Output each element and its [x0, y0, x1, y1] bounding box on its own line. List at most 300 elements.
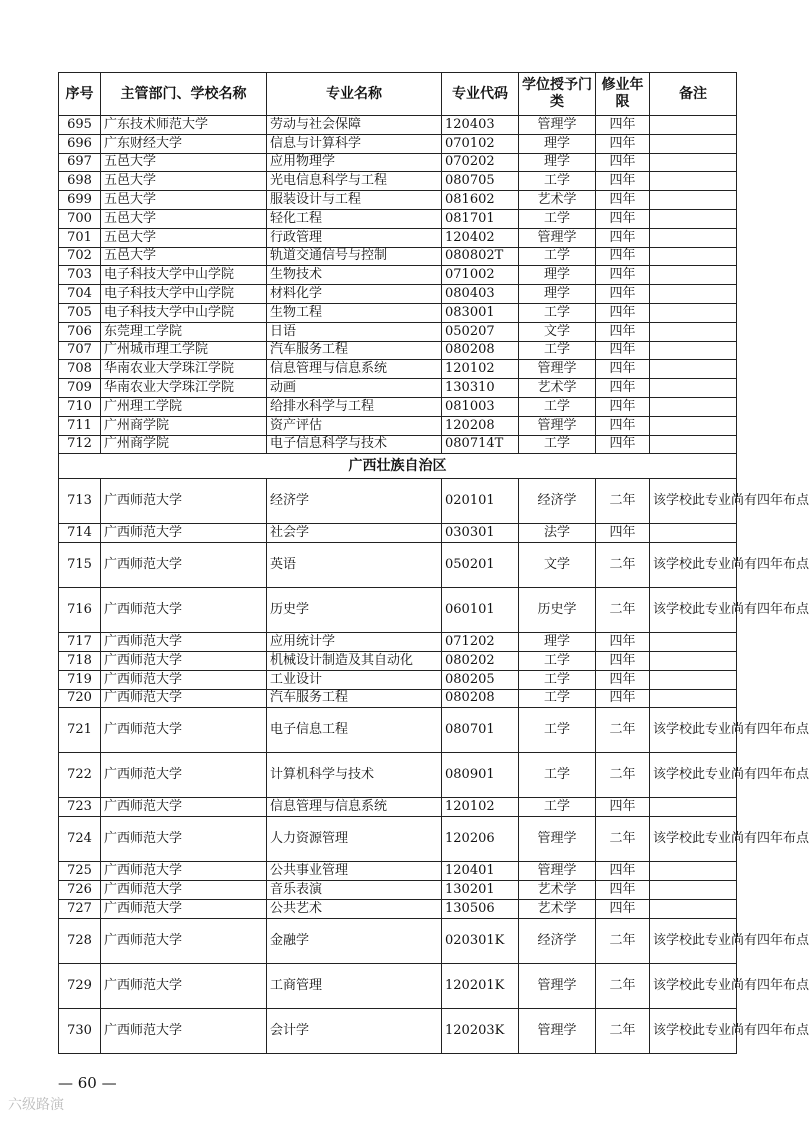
note-cell: 该学校此专业尚有四年布点 [650, 588, 737, 633]
years-cell: 四年 [596, 116, 650, 135]
code-cell: 081602 [442, 191, 519, 210]
school-cell: 广西师范大学 [101, 524, 267, 543]
code-cell: 120402 [442, 228, 519, 247]
years-cell: 二年 [596, 918, 650, 963]
code-cell: 080202 [442, 651, 519, 670]
index-cell: 706 [59, 322, 101, 341]
years-cell: 四年 [596, 798, 650, 817]
table-row [59, 524, 737, 543]
degree-cell: 工学 [519, 209, 596, 228]
code-cell: 081701 [442, 209, 519, 228]
table-row [59, 918, 737, 963]
header-cell-major: 专业名称 [267, 73, 442, 116]
degree-cell: 工学 [519, 651, 596, 670]
degree-cell: 文学 [519, 322, 596, 341]
index-cell: 707 [59, 341, 101, 360]
degree-cell: 工学 [519, 798, 596, 817]
school-cell: 广西师范大学 [101, 918, 267, 963]
years-cell: 四年 [596, 633, 650, 652]
table-row [59, 116, 737, 135]
school-cell: 广西师范大学 [101, 633, 267, 652]
index-cell: 728 [59, 918, 101, 963]
table-row [59, 899, 737, 918]
header-cell-code: 专业代码 [442, 73, 519, 116]
table-row [59, 322, 737, 341]
major-cell: 应用物理学 [267, 153, 442, 172]
code-cell: 083001 [442, 303, 519, 322]
header-cell-degree: 学位授予门类 [519, 73, 596, 116]
degree-cell: 文学 [519, 543, 596, 588]
table-row [59, 880, 737, 899]
note-cell: 该学校此专业尚有四年布点 [650, 963, 737, 1008]
school-cell: 广州商学院 [101, 416, 267, 435]
code-cell: 020101 [442, 479, 519, 524]
major-cell: 音乐表演 [267, 880, 442, 899]
code-cell: 120102 [442, 360, 519, 379]
major-cell: 行政管理 [267, 228, 442, 247]
header-cell-years: 修业年限 [596, 73, 650, 116]
years-cell: 四年 [596, 266, 650, 285]
note-cell [650, 266, 737, 285]
major-cell: 会计学 [267, 1008, 442, 1053]
major-cell: 轨道交通信号与控制 [267, 247, 442, 266]
school-cell: 广州理工学院 [101, 397, 267, 416]
degree-cell: 管理学 [519, 360, 596, 379]
years-cell: 四年 [596, 153, 650, 172]
code-cell: 120201K [442, 963, 519, 1008]
school-cell: 广西师范大学 [101, 588, 267, 633]
table-row [59, 416, 737, 435]
code-cell: 080208 [442, 689, 519, 708]
code-cell: 080901 [442, 753, 519, 798]
major-cell: 电子信息科学与技术 [267, 435, 442, 454]
table-row [59, 708, 737, 753]
years-cell: 四年 [596, 172, 650, 191]
note-cell [650, 689, 737, 708]
code-cell: 130310 [442, 379, 519, 398]
degree-cell: 工学 [519, 689, 596, 708]
years-cell: 四年 [596, 360, 650, 379]
major-cell: 公共艺术 [267, 899, 442, 918]
degree-cell: 管理学 [519, 116, 596, 135]
code-cell: 050201 [442, 543, 519, 588]
table-row [59, 341, 737, 360]
note-cell [650, 798, 737, 817]
note-cell [650, 191, 737, 210]
index-cell: 726 [59, 880, 101, 899]
note-cell [650, 379, 737, 398]
table-row [59, 172, 737, 191]
years-cell: 四年 [596, 228, 650, 247]
table-row [59, 670, 737, 689]
degree-cell: 经济学 [519, 918, 596, 963]
degree-cell: 理学 [519, 266, 596, 285]
page-number: — 60 — [58, 1074, 117, 1092]
major-cell: 生物工程 [267, 303, 442, 322]
note-cell [650, 899, 737, 918]
degree-cell: 工学 [519, 303, 596, 322]
code-cell: 030301 [442, 524, 519, 543]
school-cell: 广西师范大学 [101, 1008, 267, 1053]
table-row [59, 247, 737, 266]
note-cell [650, 435, 737, 454]
degree-cell: 历史学 [519, 588, 596, 633]
school-cell: 广东财经大学 [101, 134, 267, 153]
code-cell: 120206 [442, 817, 519, 862]
years-cell: 四年 [596, 379, 650, 398]
note-cell [650, 397, 737, 416]
years-cell: 四年 [596, 134, 650, 153]
years-cell: 四年 [596, 285, 650, 304]
years-cell: 二年 [596, 817, 650, 862]
table-row [59, 479, 737, 524]
watermark-logo: 六级路演 [8, 1097, 64, 1113]
years-cell: 四年 [596, 322, 650, 341]
years-cell: 四年 [596, 341, 650, 360]
major-cell: 应用统计学 [267, 633, 442, 652]
school-cell: 五邑大学 [101, 209, 267, 228]
note-cell: 该学校此专业尚有四年布点 [650, 918, 737, 963]
school-cell: 广西师范大学 [101, 479, 267, 524]
table-row [59, 153, 737, 172]
major-cell: 生物技术 [267, 266, 442, 285]
index-cell: 717 [59, 633, 101, 652]
degree-cell: 工学 [519, 670, 596, 689]
region-row [59, 454, 737, 479]
code-cell: 080208 [442, 341, 519, 360]
code-cell: 120401 [442, 862, 519, 881]
code-cell: 080701 [442, 708, 519, 753]
table-row [59, 435, 737, 454]
index-cell: 712 [59, 435, 101, 454]
table-row [59, 1008, 737, 1053]
code-cell: 081003 [442, 397, 519, 416]
index-cell: 724 [59, 817, 101, 862]
header-cell-note: 备注 [650, 73, 737, 116]
major-cell: 资产评估 [267, 416, 442, 435]
note-cell: 该学校此专业尚有四年布点 [650, 1008, 737, 1053]
school-cell: 广西师范大学 [101, 708, 267, 753]
school-cell: 广西师范大学 [101, 670, 267, 689]
school-cell: 电子科技大学中山学院 [101, 303, 267, 322]
degree-cell: 理学 [519, 134, 596, 153]
school-cell: 广西师范大学 [101, 798, 267, 817]
index-cell: 720 [59, 689, 101, 708]
school-cell: 广西师范大学 [101, 689, 267, 708]
index-cell: 727 [59, 899, 101, 918]
index-cell: 719 [59, 670, 101, 689]
index-cell: 710 [59, 397, 101, 416]
code-cell: 020301K [442, 918, 519, 963]
table-row [59, 134, 737, 153]
major-cell: 光电信息科学与工程 [267, 172, 442, 191]
note-cell [650, 209, 737, 228]
years-cell: 四年 [596, 524, 650, 543]
header-cell-index: 序号 [59, 73, 101, 116]
major-cell: 信息与计算科学 [267, 134, 442, 153]
note-cell [650, 360, 737, 379]
index-cell: 700 [59, 209, 101, 228]
school-cell: 五邑大学 [101, 247, 267, 266]
table-row [59, 753, 737, 798]
table-row [59, 379, 737, 398]
code-cell: 120208 [442, 416, 519, 435]
years-cell: 二年 [596, 963, 650, 1008]
degree-cell: 工学 [519, 708, 596, 753]
note-cell [650, 134, 737, 153]
degree-cell: 工学 [519, 172, 596, 191]
code-cell: 060101 [442, 588, 519, 633]
index-cell: 716 [59, 588, 101, 633]
school-cell: 广州城市理工学院 [101, 341, 267, 360]
years-cell: 二年 [596, 588, 650, 633]
table-row [59, 209, 737, 228]
code-cell: 080205 [442, 670, 519, 689]
major-cell: 社会学 [267, 524, 442, 543]
degree-cell: 法学 [519, 524, 596, 543]
note-cell [650, 285, 737, 304]
major-cell: 计算机科学与技术 [267, 753, 442, 798]
note-cell [650, 116, 737, 135]
index-cell: 695 [59, 116, 101, 135]
major-cell: 工商管理 [267, 963, 442, 1008]
region-section [59, 454, 737, 479]
index-cell: 723 [59, 798, 101, 817]
major-cell: 机械设计制造及其自动化 [267, 651, 442, 670]
degree-cell: 艺术学 [519, 899, 596, 918]
years-cell: 四年 [596, 209, 650, 228]
index-cell: 702 [59, 247, 101, 266]
degree-cell: 管理学 [519, 1008, 596, 1053]
index-cell: 718 [59, 651, 101, 670]
major-cell: 给排水科学与工程 [267, 397, 442, 416]
major-cell: 信息管理与信息系统 [267, 360, 442, 379]
table-row [59, 817, 737, 862]
code-cell: 050207 [442, 322, 519, 341]
index-cell: 705 [59, 303, 101, 322]
school-cell: 广州商学院 [101, 435, 267, 454]
major-cell: 日语 [267, 322, 442, 341]
code-cell: 120102 [442, 798, 519, 817]
index-cell: 704 [59, 285, 101, 304]
table-row [59, 360, 737, 379]
degree-cell: 管理学 [519, 817, 596, 862]
school-cell: 华南农业大学珠江学院 [101, 379, 267, 398]
note-cell [650, 322, 737, 341]
index-cell: 725 [59, 862, 101, 881]
table-row [59, 862, 737, 881]
header-row [59, 73, 737, 116]
years-cell: 四年 [596, 651, 650, 670]
major-cell: 历史学 [267, 588, 442, 633]
major-cell: 工业设计 [267, 670, 442, 689]
years-cell: 四年 [596, 880, 650, 899]
note-cell [650, 247, 737, 266]
degree-cell: 艺术学 [519, 379, 596, 398]
code-cell: 130506 [442, 899, 519, 918]
note-cell [650, 416, 737, 435]
note-cell: 该学校此专业尚有四年布点 [650, 708, 737, 753]
major-cell: 动画 [267, 379, 442, 398]
table-row [59, 397, 737, 416]
table-row [59, 633, 737, 652]
degree-cell: 艺术学 [519, 880, 596, 899]
index-cell: 699 [59, 191, 101, 210]
school-cell: 广西师范大学 [101, 753, 267, 798]
code-cell: 120203K [442, 1008, 519, 1053]
degree-cell: 工学 [519, 397, 596, 416]
index-cell: 698 [59, 172, 101, 191]
degree-cell: 经济学 [519, 479, 596, 524]
major-cell: 轻化工程 [267, 209, 442, 228]
years-cell: 二年 [596, 479, 650, 524]
school-cell: 电子科技大学中山学院 [101, 266, 267, 285]
years-cell: 二年 [596, 708, 650, 753]
note-cell [650, 228, 737, 247]
note-cell: 该学校此专业尚有四年布点 [650, 817, 737, 862]
note-cell [650, 524, 737, 543]
code-cell: 080403 [442, 285, 519, 304]
years-cell: 四年 [596, 435, 650, 454]
index-cell: 708 [59, 360, 101, 379]
school-cell: 广西师范大学 [101, 651, 267, 670]
table-row [59, 285, 737, 304]
school-cell: 广西师范大学 [101, 817, 267, 862]
note-cell [650, 303, 737, 322]
table-row [59, 303, 737, 322]
major-cell: 汽车服务工程 [267, 341, 442, 360]
index-cell: 713 [59, 479, 101, 524]
code-cell: 070102 [442, 134, 519, 153]
years-cell: 二年 [596, 1008, 650, 1053]
major-cell: 服装设计与工程 [267, 191, 442, 210]
years-cell: 四年 [596, 689, 650, 708]
table-row [59, 191, 737, 210]
major-cell: 材料化学 [267, 285, 442, 304]
school-cell: 广西师范大学 [101, 963, 267, 1008]
degree-cell: 管理学 [519, 228, 596, 247]
school-cell: 五邑大学 [101, 153, 267, 172]
index-cell: 696 [59, 134, 101, 153]
years-cell: 四年 [596, 862, 650, 881]
degree-cell: 管理学 [519, 416, 596, 435]
major-cell: 经济学 [267, 479, 442, 524]
index-cell: 729 [59, 963, 101, 1008]
years-cell: 二年 [596, 753, 650, 798]
degree-cell: 管理学 [519, 862, 596, 881]
code-cell: 071202 [442, 633, 519, 652]
years-cell: 四年 [596, 247, 650, 266]
table-row [59, 543, 737, 588]
years-cell: 四年 [596, 899, 650, 918]
years-cell: 二年 [596, 543, 650, 588]
code-cell: 080802T [442, 247, 519, 266]
table-row [59, 963, 737, 1008]
table-body-guangxi [59, 479, 809, 1053]
school-cell: 广西师范大学 [101, 862, 267, 881]
index-cell: 722 [59, 753, 101, 798]
degree-cell: 理学 [519, 153, 596, 172]
years-cell: 四年 [596, 670, 650, 689]
table-row [59, 689, 737, 708]
table-body-guangdong [59, 116, 737, 454]
years-cell: 四年 [596, 397, 650, 416]
years-cell: 四年 [596, 416, 650, 435]
major-cell: 汽车服务工程 [267, 689, 442, 708]
code-cell: 130201 [442, 880, 519, 899]
note-cell: 该学校此专业尚有四年布点 [650, 479, 737, 524]
major-cell: 金融学 [267, 918, 442, 963]
note-cell [650, 880, 737, 899]
major-cell: 人力资源管理 [267, 817, 442, 862]
code-cell: 080705 [442, 172, 519, 191]
major-table [58, 72, 809, 1054]
degree-cell: 工学 [519, 435, 596, 454]
code-cell: 070202 [442, 153, 519, 172]
degree-cell: 工学 [519, 341, 596, 360]
degree-cell: 管理学 [519, 963, 596, 1008]
major-cell: 信息管理与信息系统 [267, 798, 442, 817]
school-cell: 五邑大学 [101, 191, 267, 210]
degree-cell: 理学 [519, 285, 596, 304]
years-cell: 四年 [596, 191, 650, 210]
major-cell: 电子信息工程 [267, 708, 442, 753]
table-row [59, 266, 737, 285]
note-cell [650, 153, 737, 172]
years-cell: 四年 [596, 303, 650, 322]
index-cell: 715 [59, 543, 101, 588]
school-cell: 华南农业大学珠江学院 [101, 360, 267, 379]
school-cell: 五邑大学 [101, 228, 267, 247]
table-row [59, 798, 737, 817]
index-cell: 721 [59, 708, 101, 753]
index-cell: 709 [59, 379, 101, 398]
index-cell: 714 [59, 524, 101, 543]
code-cell: 080714T [442, 435, 519, 454]
school-cell: 电子科技大学中山学院 [101, 285, 267, 304]
header-cell-school: 主管部门、学校名称 [101, 73, 267, 116]
table-row [59, 651, 737, 670]
school-cell: 东莞理工学院 [101, 322, 267, 341]
school-cell: 广西师范大学 [101, 543, 267, 588]
code-cell: 120403 [442, 116, 519, 135]
note-cell [650, 651, 737, 670]
major-cell: 劳动与社会保障 [267, 116, 442, 135]
note-cell [650, 670, 737, 689]
table-row [59, 588, 737, 633]
region-title: 广西壮族自治区 [59, 454, 737, 479]
note-cell [650, 633, 737, 652]
degree-cell: 工学 [519, 753, 596, 798]
degree-cell: 理学 [519, 633, 596, 652]
school-cell: 广东技术师范大学 [101, 116, 267, 135]
major-cell: 英语 [267, 543, 442, 588]
degree-cell: 工学 [519, 247, 596, 266]
index-cell: 697 [59, 153, 101, 172]
index-cell: 701 [59, 228, 101, 247]
major-cell: 公共事业管理 [267, 862, 442, 881]
index-cell: 703 [59, 266, 101, 285]
note-cell: 该学校此专业尚有四年布点 [650, 753, 737, 798]
note-cell: 该学校此专业尚有四年布点 [650, 543, 737, 588]
school-cell: 五邑大学 [101, 172, 267, 191]
note-cell [650, 341, 737, 360]
code-cell: 071002 [442, 266, 519, 285]
index-cell: 711 [59, 416, 101, 435]
note-cell [650, 172, 737, 191]
school-cell: 广西师范大学 [101, 880, 267, 899]
table-row [59, 228, 737, 247]
